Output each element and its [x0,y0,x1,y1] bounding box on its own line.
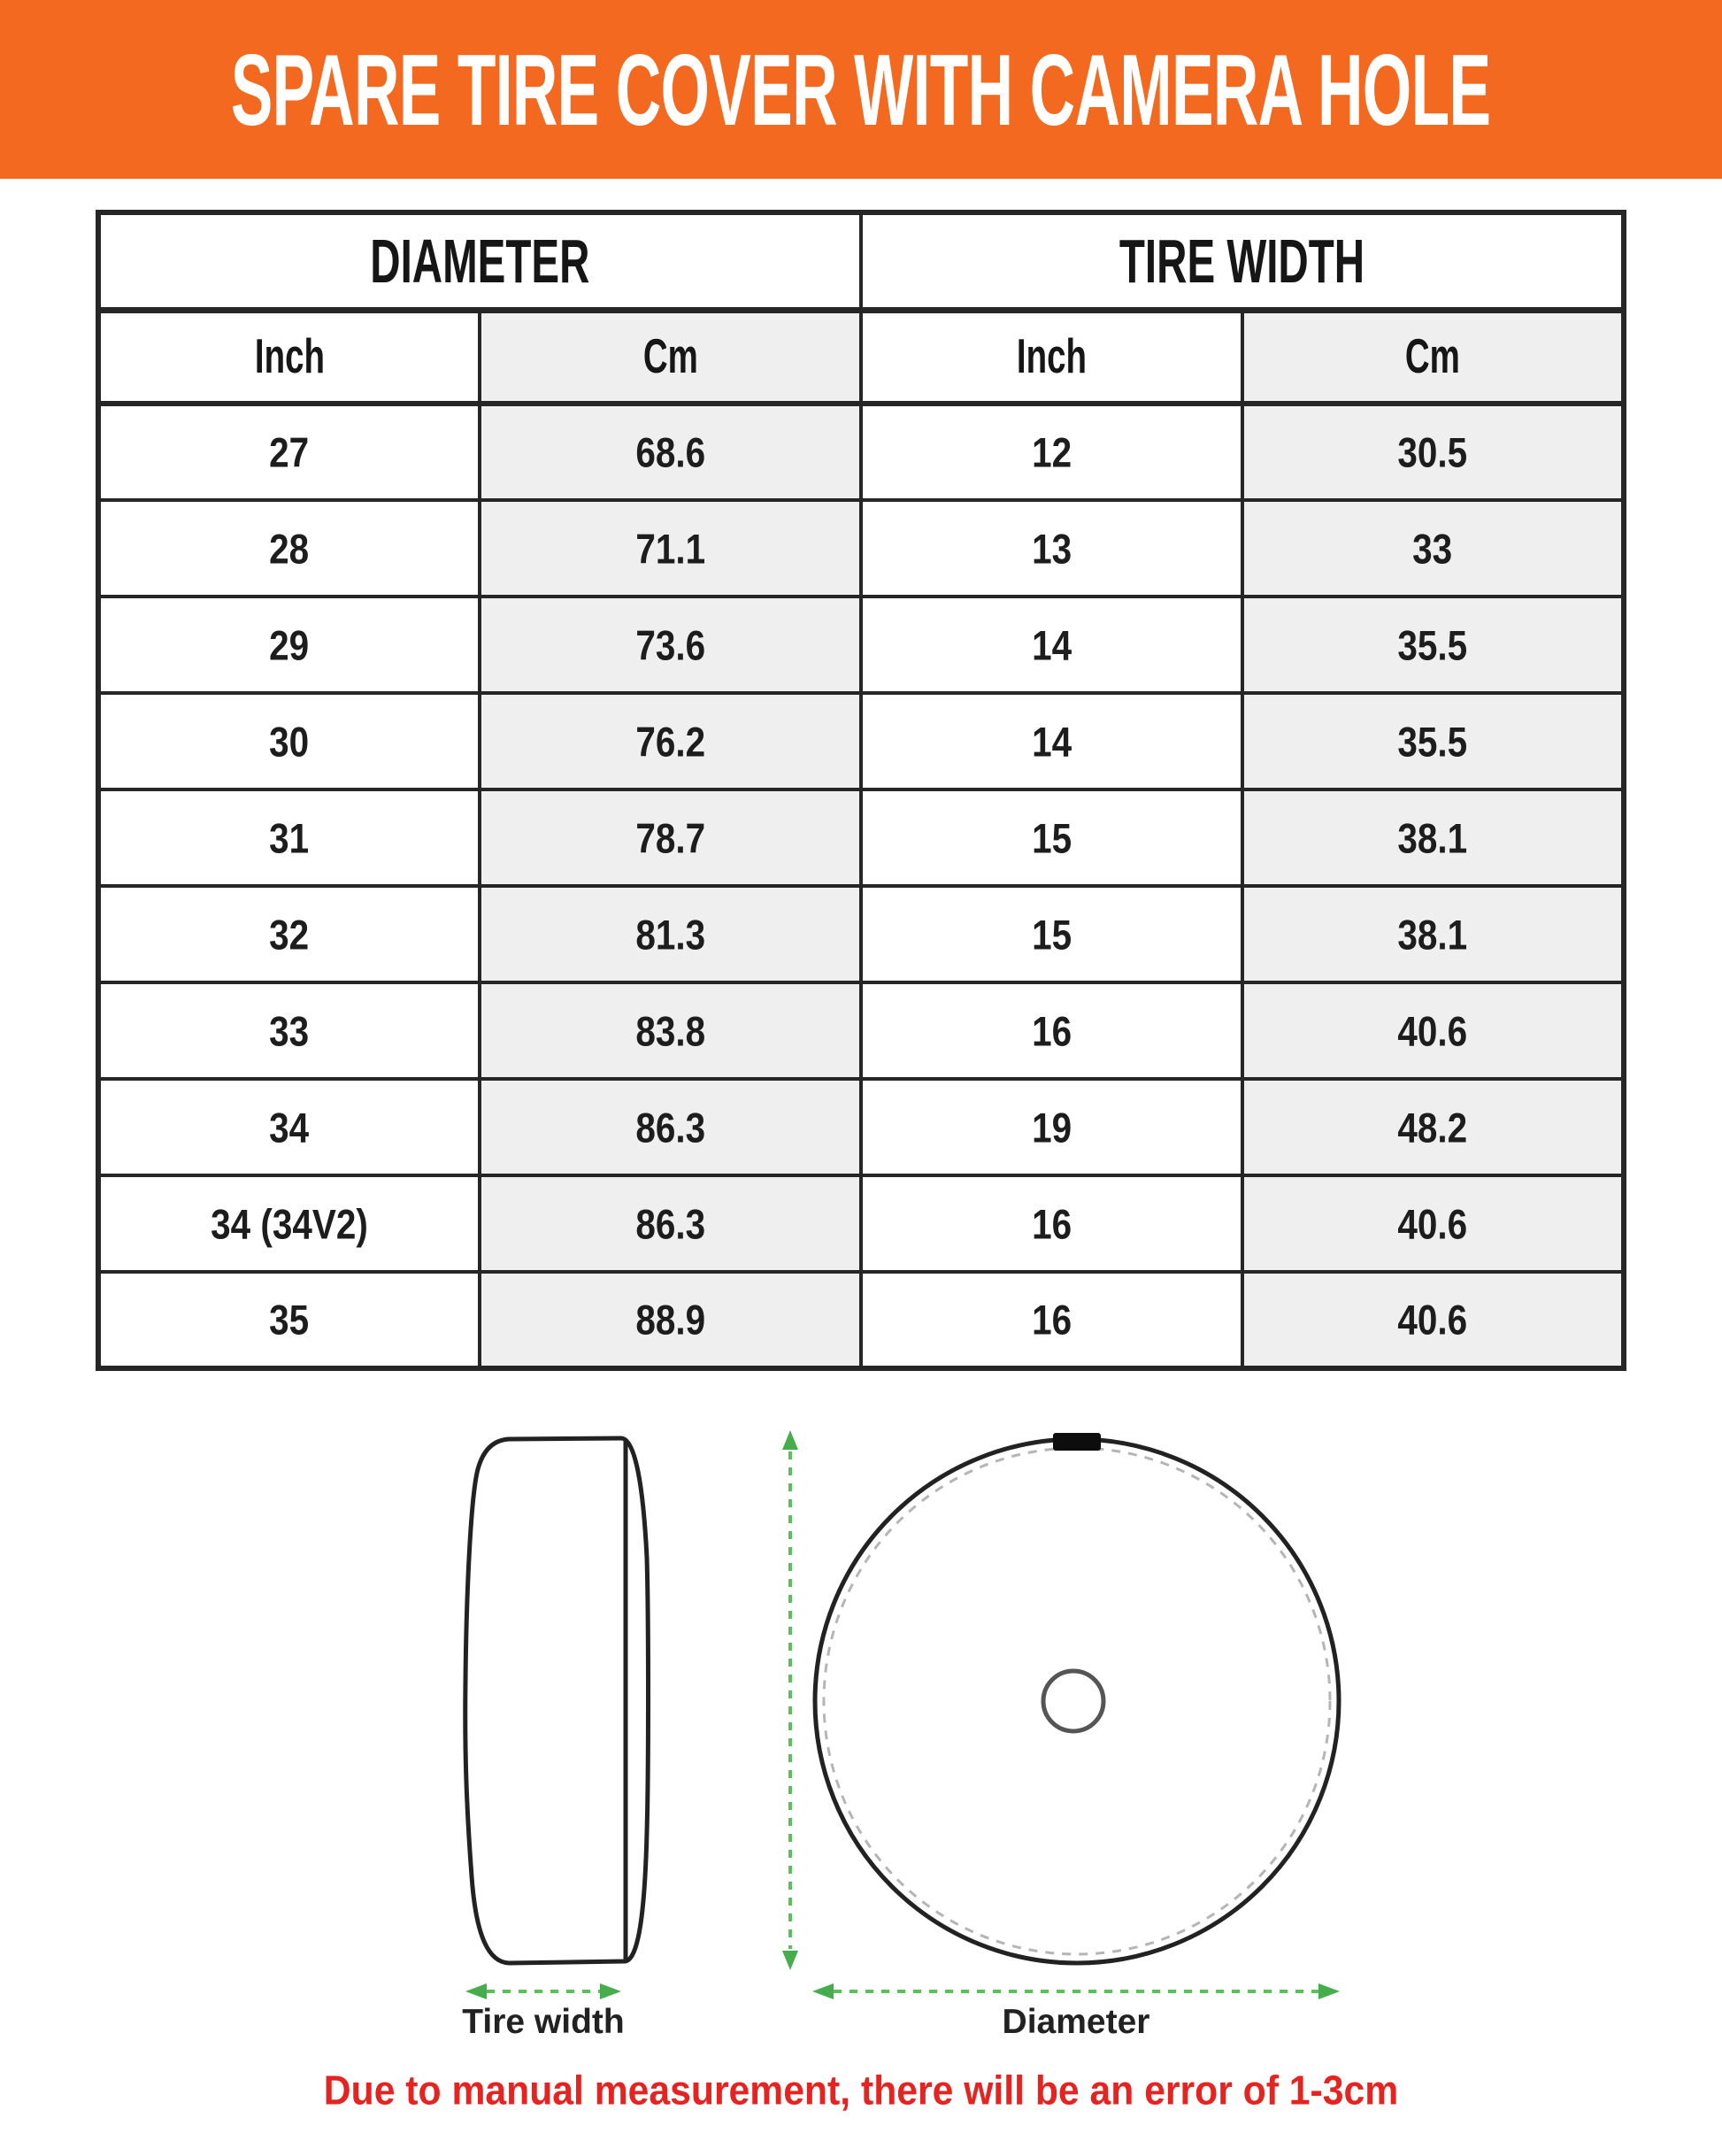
cell-value: 73.6 [635,620,705,669]
cell-value: 35 [269,1296,310,1344]
table-row [98,693,1624,789]
cell-value: 14 [1031,717,1072,766]
cell-value: 15 [1031,813,1072,862]
disclaimer-note: Due to manual measurement, there will be an error of 1-3cm [323,2067,1399,2114]
cell-value: 27 [269,428,310,476]
cell-cm [1242,1272,1624,1368]
cell-cm [1242,789,1624,886]
table-row [98,404,1624,500]
table-row [98,1079,1624,1175]
column-group-row [98,212,1624,310]
header-width-cm [1242,310,1624,404]
table-row [98,500,1624,597]
table-row [98,1272,1624,1368]
cell-cm [1242,1079,1624,1175]
table-row [98,1175,1624,1272]
cell-inch [98,693,480,789]
cell-inch [98,500,480,597]
tire-width-arrow [465,1983,621,1999]
cell-value: 16 [1031,1296,1072,1344]
cell-value: 16 [1031,1006,1072,1055]
cell-value: 28 [269,524,310,573]
header-width-cm-label: Cm [1404,329,1460,384]
cell-value: 34 (34V2) [211,1199,368,1248]
cell-cm [480,404,861,500]
cell-value: 86.3 [635,1199,705,1248]
cell-value: 14 [1031,620,1072,669]
column-group-tire-width-label: TIRE WIDTH [1119,226,1365,296]
cell-value: 81.3 [635,910,705,959]
cell-value: 34 [269,1103,310,1151]
cell-value: 16 [1031,1199,1072,1248]
cell-cm [480,982,861,1079]
table-row [98,597,1624,693]
table-body [98,404,1624,1368]
cell-inch [861,500,1242,597]
cell-value: 30.5 [1397,428,1468,476]
diameter-label: Diameter [1002,2003,1150,2036]
cell-value: 32 [269,910,310,959]
column-group-diameter [98,212,861,310]
cell-value: 30 [269,717,310,766]
cell-inch [98,886,480,982]
unit-header-row [98,310,1624,404]
cell-cm [480,789,861,886]
cell-value: 86.3 [635,1103,705,1151]
top-tab-icon [1053,1433,1101,1451]
cell-inch [98,404,480,500]
cell-inch [861,789,1242,886]
size-chart-table [96,210,1626,1371]
cell-value: 33 [1412,524,1453,573]
header-width-inch [861,310,1242,404]
cell-cm [1242,597,1624,693]
header-diameter-cm [480,310,861,404]
cell-inch [861,886,1242,982]
cell-cm [480,1079,861,1175]
cell-value: 76.2 [635,717,705,766]
header-width-inch-label: Inch [1016,329,1088,384]
tire-width-label: Tire width [462,2003,625,2036]
cell-inch [861,1272,1242,1368]
banner [0,0,1722,179]
cell-value: 15 [1031,910,1072,959]
cell-value: 40.6 [1397,1296,1468,1344]
tire-cover-front-view [815,1433,1339,1963]
tire-cover-side-view [465,1438,649,1963]
cell-value: 68.6 [635,428,705,476]
cell-cm [1242,1175,1624,1272]
header-diameter-inch-label: Inch [254,329,325,384]
cell-value: 78.7 [635,813,705,862]
cell-inch [861,1079,1242,1175]
cell-value: 35.5 [1397,620,1468,669]
cell-inch [861,693,1242,789]
cell-value: 35.5 [1397,717,1468,766]
cell-cm [480,597,861,693]
diameter-vertical-arrow [782,1430,798,1970]
cell-value: 33 [269,1006,310,1055]
cell-value: 88.9 [635,1296,705,1344]
cell-cm [1242,886,1624,982]
cell-inch [861,982,1242,1079]
cell-cm [480,500,861,597]
cell-value: 13 [1031,524,1072,573]
cell-value: 19 [1031,1103,1072,1151]
cell-value: 12 [1031,428,1072,476]
camera-hole-icon [1043,1671,1103,1731]
cell-inch [98,982,480,1079]
cell-inch [98,1175,480,1272]
diameter-arrow [812,1983,1340,1999]
cell-inch [861,1175,1242,1272]
cell-inch [861,404,1242,500]
table-row [98,789,1624,886]
cell-inch [98,1272,480,1368]
header-diameter-cm-label: Cm [642,329,698,384]
cell-value: 40.6 [1397,1199,1468,1248]
cell-cm [1242,693,1624,789]
cell-value: 31 [269,813,310,862]
cell-cm [480,693,861,789]
cell-cm [480,1175,861,1272]
cell-inch [98,1079,480,1175]
cell-value: 40.6 [1397,1006,1468,1055]
column-group-diameter-label: DIAMETER [370,226,590,296]
cell-value: 38.1 [1397,813,1468,862]
cell-value: 29 [269,620,310,669]
header-diameter-inch [98,310,480,404]
cell-value: 83.8 [635,1006,705,1055]
cell-cm [1242,500,1624,597]
cell-value: 38.1 [1397,910,1468,959]
cell-inch [98,789,480,886]
table-row [98,982,1624,1079]
measurement-diagram [425,1416,1380,2036]
table-row [98,886,1624,982]
column-group-tire-width [861,212,1624,310]
cell-cm [1242,404,1624,500]
cell-value: 71.1 [635,524,705,573]
cell-inch [861,597,1242,693]
cell-cm [480,886,861,982]
page-title: SPARE TIRE COVER WITH CAMERA HOLE [231,32,1491,147]
cell-cm [480,1272,861,1368]
cell-cm [1242,982,1624,1079]
cell-value: 48.2 [1397,1103,1468,1151]
cell-inch [98,597,480,693]
